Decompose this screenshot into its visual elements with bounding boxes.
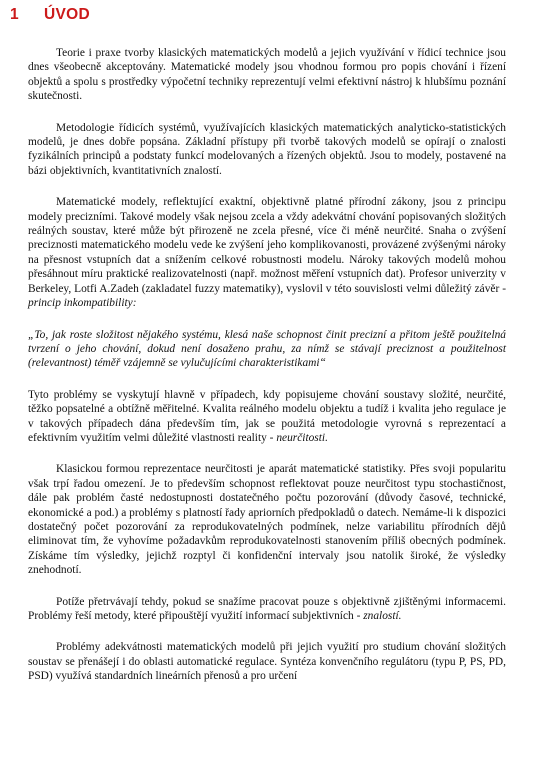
paragraph-intro — [28, 46, 506, 104]
paragraph-statistics — [28, 462, 506, 577]
paragraph-text: Teorie i praxe tvorby klasických matematických modelů a jejich využívání v řídicí technice jsou dnes všeobecně akceptovány. Matematické modely jsou vhodnou formou pro popis chování i řízení objektů a spolu s prostředky výpočetní techniky reprezentují velmi efektivní nástroj k hlubšímu poznání skutečnosti. — [28, 47, 506, 103]
paragraph-knowledge — [28, 595, 506, 624]
chapter-body — [28, 46, 506, 701]
emphasis-term: znalostí. — [363, 610, 402, 622]
chapter-heading — [10, 6, 90, 24]
zadeh-quote — [28, 328, 506, 371]
paragraph-precise-models — [28, 195, 506, 310]
paragraph-regulation — [28, 640, 506, 683]
paragraph-text: Potíže přetrvávají tehdy, pokud se snažíme pracovat pouze s objektivně zjištěnými informacemi. Problémy řeší metody, které připouštějí využití informací subjektivních - — [28, 595, 506, 622]
chapter-title: ÚVOD — [44, 6, 90, 23]
paragraph-text: Klasickou formou reprezentace neurčitosti je aparát matematické statistiky. Přes svoji popularitu však trpí řadou omezení. Je to především schopnost reflektovat pouze neurčitost typu stochastičnost, dále pak problém časté nedostupnosti dostatečného počtu pozorování (důvody časové, technické, ekonomické a pod.) a problémy s platností řady apriorních předpokladů o datech. Nemáme-li k dispozici dostatečný počet pozorování za reprodukovatelných podmínek, nelze variabilitu přírodních dějů eliminovat tím, že vyhovíme požadavkům reprodukovatelnosti stanovením příliš obecných podmínek. Získáme tím výsledky, jejichž rozptyl či konfidenční intervaly jsou natolik široké, že výsledky znehodnotí. — [28, 463, 506, 577]
emphasis-term: princip inkompatibility: — [28, 297, 137, 310]
paragraph-text: Matematické modely, reflektující exaktní, objektivně platné přírodní zákony, jsou z principu modely precizními. Takové modely však nejsou zcela a vždy adekvátní chování popisovaných složitých reálných soustav, které může být přirozeně ne zcela přesné, více či méně neurčité. Snaha o zvýšení preciznosti matematického modelu vede ke zvýšení jeho komplikovanosti, provázené zvýšenými nároky na přesnost vstupních dat a snížením celkové robustnosti modelu. Nároky takových modelů mohou přesáhnout míru praktické realizovatelnosti (např. možnost měření vstupních dat). Profesor univerzity v Berkeley, Lotfi A.Zadeh (zakladatel fuzzy matematiky), vyslovil v této souvislosti velmi důležitý závěr - — [28, 196, 506, 295]
paragraph-methodology — [28, 121, 506, 179]
paragraph-text: Problémy adekvátnosti matematických modelů při jejich využití pro studium chování složitých soustav se přenášejí i do oblasti automatické regulace. Syntéza konvenčního regulátoru (typu P, PS, PD, PSD) využívá standardních lineárních přenosů a pro určení — [28, 641, 506, 683]
emphasis-term: neurčitosti. — [276, 431, 328, 444]
quote-text: „To, jak roste složitost nějakého systému, klesá naše schopnost činit precizní a přitom ještě použitelná tvrzení o jeho chování, dokud není dosaženo prahu, za nímž se stávají preciznost a použitelnost (relevantnost) téměř vzájemně se vylučujícími charakteristikami“ — [28, 328, 506, 370]
paragraph-text: Tyto problémy se vyskytují hlavně v případech, kdy popisujeme chování soustavy složité, neurčité, těžko popsatelné a obtížně měřitelné. Kvalita reálného modelu objektu a tudíž i kvalita jeho regulace je v takových případech dána především tím, jak se použitá metodologie vyrovná s reprezentací a efektivním využitím velmi důležité vlastnosti reality - — [28, 388, 506, 444]
paragraph-text: Metodologie řídicích systémů, využívajících klasických matematických analyticko-statistických modelů, je dnes dobře popsána. Základní přístupy při tvorbě takových modelů se opírají o znalosti fyzikálních principů a podstaty funkcí modelovaných a řízených objektů. Jsou to modely, postavené na bázi objektivních, kvantitativních znalostí. — [28, 121, 506, 177]
chapter-number: 1 — [10, 6, 19, 23]
paragraph-problems — [28, 388, 506, 446]
